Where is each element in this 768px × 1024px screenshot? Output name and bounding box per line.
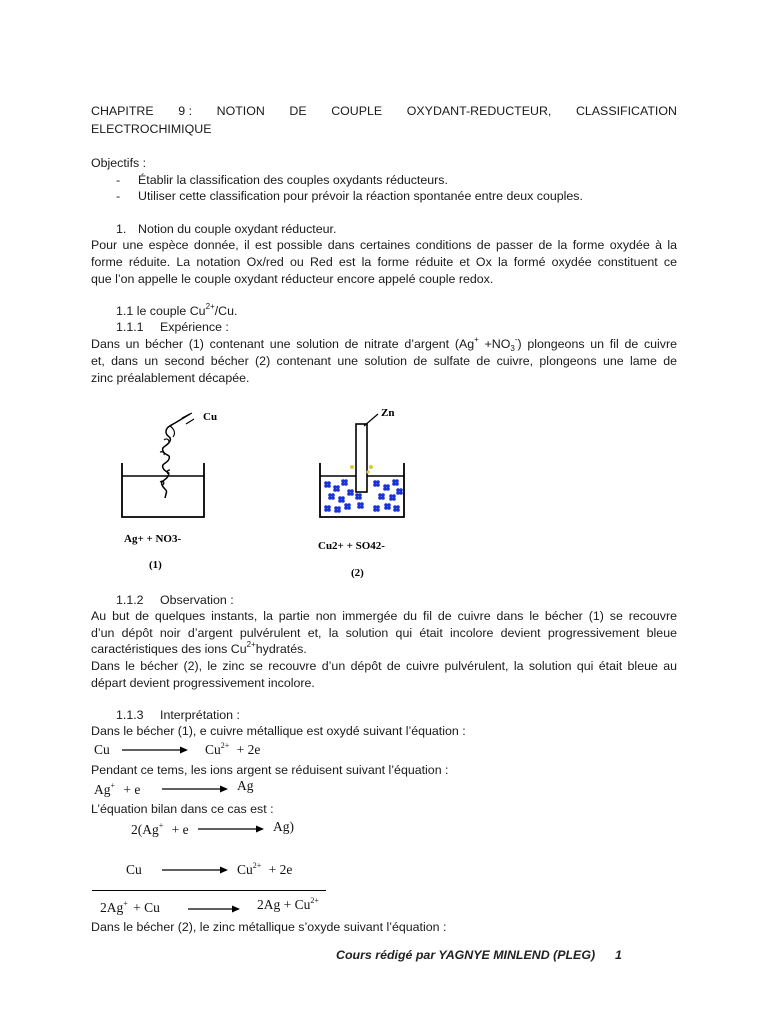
superscript: 2+ [310,896,319,905]
superscript: - [514,335,518,344]
copper-ion-dot [331,496,335,500]
chapter-word: 9 : [178,104,193,118]
interpretation-text: Pendant ce tems, les ions argent se réduisent suivant l’équation : [91,763,449,777]
copper-ion-dot [387,506,391,510]
equation-1-left: Cu [94,742,110,757]
superscript: + [474,335,479,344]
copper-ion-dot [376,483,380,487]
experiment-line: et, dans un second bécher (2) contenant une solution de sulfate de cuivre, plongeons une lame de [91,354,677,368]
chapter-title-line1 [91,103,677,120]
experiment-line: zinc préalablement décapée. [91,371,250,385]
copper-ion-dot [360,505,364,509]
text-segment: ) plongeons un fil de cuivre [517,337,678,351]
chapter-word: NOTION [216,104,265,118]
copper-ion-dot [396,508,400,512]
copper-ion-dot [347,506,351,510]
section-1-1-3-number: 1.1.3 [116,708,144,722]
copper-deposit [366,470,369,473]
copper-ion-dot [336,488,340,492]
copper-ion-dot [350,492,354,496]
copper-ion-dot [395,482,399,486]
chapter-word: OXYDANT-REDUCTEUR, [406,104,552,118]
objectives-heading: Objectifs : [91,156,147,170]
equation-3-left [131,822,189,838]
copper-ion-dot [327,484,331,488]
superscript: + [158,821,164,830]
beaker-1-number: (1) [149,559,162,571]
chapter-word: COUPLE [331,104,383,118]
objective-item: Utiliser cette classification pour prévoir la réaction spontanée entre deux couples. [138,189,583,203]
beaker-1-metal-label: Cu [203,411,218,423]
reaction-arrow [188,903,240,915]
reaction-arrow [198,823,264,835]
equation-3-right: Ag) [273,819,294,834]
text-segment: 2(Ag [131,822,159,837]
copper-ion-dot [392,497,396,501]
section-1-paragraph-line: que l’on appelle le couple oxydant réducteur encore appelé couple redox. [91,272,494,286]
subscript: 3 [510,344,515,353]
equation-4-right [237,862,292,878]
beaker-2-number: (2) [351,567,364,579]
section-1-1-1-title: Expérience : [160,320,229,334]
chapter-word: CHAPITRE [91,104,154,118]
observation-line: d’un dépôt noir d’argent pulvérulent et, la solution qui était incolore devient progressivement bleue [91,626,677,640]
page-number: 1 [615,948,622,962]
copper-ion-dot [344,482,348,486]
interpretation-text: Dans le bécher (2), le zinc métallique s’oxyde suivant l’équation : [91,920,447,934]
sum-divider [92,890,326,891]
observation-line: Dans le bécher (2), le zinc se recouvre d’un dépôt de cuivre pulvérulent, la solution qui était bleue au [91,659,677,673]
text-segment: + 2e [236,742,261,757]
beaker-1 [122,413,204,517]
objective-bullet: - [116,173,121,187]
text-segment: Cu [237,862,253,877]
interpretation-text: Dans le bécher (1), e cuivre métallique est oxydé suivant l’équation : [91,724,466,738]
text-segment: +NO [478,337,511,351]
section-title: le couple Cu [136,304,206,318]
section-title-suffix: /Cu. [214,304,238,318]
section-1-1-heading [116,303,237,320]
text-segment: hydratés. [255,642,307,656]
chapter-title-line2: ELECTROCHIMIQUE [91,122,212,136]
reaction-arrow [122,744,188,756]
beaker-1-outline [122,463,204,517]
superscript: + [123,899,128,908]
section-1-title: Notion du couple oxydant réducteur. [138,222,337,236]
reaction-arrow [162,864,228,876]
superscript: 2+ [252,861,262,870]
beaker-2 [320,414,404,517]
beaker-2-solution-label: Cu2+ + SO42- [318,540,385,552]
beaker-2-metal-label: Zn [381,407,395,419]
experiment-figure [0,395,768,590]
chapter-word: DE [289,104,307,118]
section-1-1-1-number: 1.1.1 [116,320,144,334]
copper-ion-dot [337,509,341,513]
superscript: 2+ [246,640,256,649]
text-segment: 2Ag + Cu [257,897,311,912]
objective-item: Établir la classification des couples oxydants réducteurs. [138,173,448,187]
text-segment: + e [171,822,189,837]
copper-wire-top [170,413,194,437]
copper-ion-dot [376,508,380,512]
text-segment: + 2e [268,862,293,877]
chapter-word: CLASSIFICATION [575,104,677,118]
section-1-number: 1. [116,222,127,236]
observation-line: départ devient progressivement incolore. [91,676,315,690]
copper-ion-dot [399,491,403,495]
section-number: 1.1 [116,304,134,318]
text-segment: + e [123,782,141,797]
text-segment: Dans un bécher (1) contenant une solution de nitrate d’argent (Ag [91,337,475,351]
superscript: + [110,781,116,790]
beaker-1-solution-label: Ag+ + NO3- [124,533,182,545]
text-segment: Ag [94,782,111,797]
copper-deposit [369,465,373,469]
equation-5-right [257,897,319,913]
equation-1-right [205,742,260,758]
observation-line [91,641,307,658]
superscript: 2+ [220,741,230,750]
section-1-paragraph-line: Pour une espèce donnée, il est possible dans certaines conditions de passer de la forme oxydée à la [91,238,677,252]
copper-ion-dot [381,496,385,500]
equation-2-right: Ag [237,778,254,793]
text-segment: Cu [205,742,221,757]
experiment-line [91,336,677,353]
text-segment: caractéristiques des ions Cu [91,642,247,656]
copper-deposit [350,465,354,469]
equation-2-left [94,782,140,798]
interpretation-text: L’équation bilan dans ce cas est : [91,802,274,816]
objective-bullet: - [116,189,121,203]
footer-credit: Cours rédigé par YAGNYE MINLEND (PLEG) [336,948,596,962]
copper-ion-dot [358,496,362,500]
copper-wire [162,414,190,498]
zinc-plate [356,424,367,492]
copper-ion-dot [341,499,345,503]
section-1-1-2-number: 1.1.2 [116,593,144,607]
equation-4-left: Cu [126,862,142,877]
observation-line: Au but de quelques instants, la partie non immergée du fil de cuivre dans le bécher (1) se recouvre [91,609,677,623]
zinc-label-pointer [364,414,378,426]
superscript: 2+ [205,302,215,311]
section-1-paragraph-line: forme réduite. La notation Ox/red ou Red est la forme réduite et Ox la formé oxydée constituent ce [91,255,677,269]
reaction-arrow [162,783,228,795]
text-segment: + Cu [133,900,160,915]
section-1-1-3-title: Interprétation : [160,708,240,722]
section-1-1-2-title: Observation : [160,593,234,607]
copper-ion-dot [386,487,390,491]
copper-ion-dot [327,508,331,512]
text-segment: 2Ag [100,900,124,915]
equation-5-left [100,900,160,916]
